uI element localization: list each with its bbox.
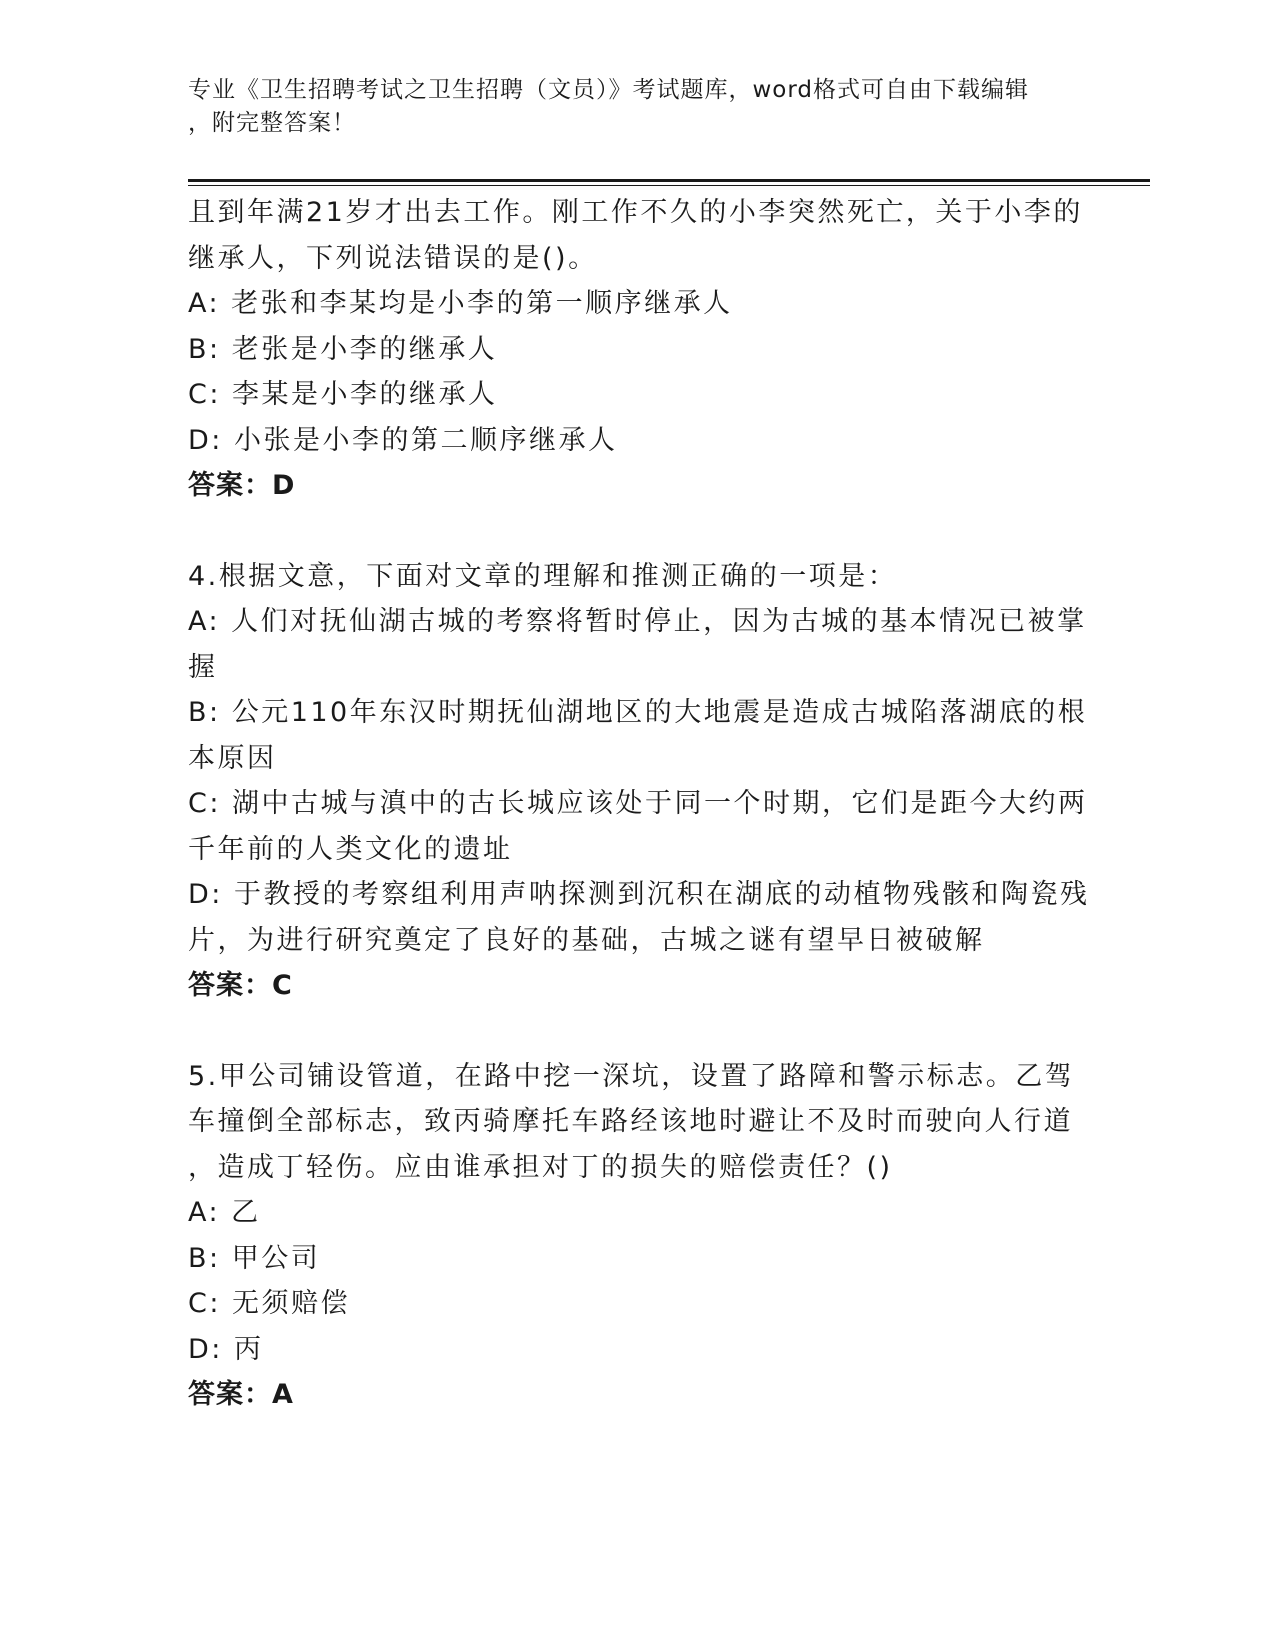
question-4 <box>188 554 1088 1009</box>
document-header <box>188 74 1088 140</box>
question-5 <box>188 1054 1088 1418</box>
question-5-answer: 答案：A <box>188 1379 294 1410</box>
question-4-stem-line: 4.根据文意，下面对文章的理解和推测正确的一项是： <box>188 560 898 592</box>
question-3-option-a: A: 老张和李某均是小李的第一顺序继承人 <box>188 288 733 319</box>
question-4-option-d-cont: 片，为进行研究奠定了良好的基础，古城之谜有望早日被破解 <box>188 924 985 956</box>
spacer <box>188 509 1088 554</box>
question-3-option-b: B: 老张是小李的继承人 <box>188 333 498 365</box>
question-3-stem-line: 继承人，下列说法错误的是()。 <box>188 242 598 274</box>
question-4-option-a-cont: 握 <box>188 651 218 683</box>
question-5-stem-line: ，造成丁轻伤。应由谁承担对丁的损失的赔偿责任？() <box>188 1151 893 1183</box>
question-5-option-a: A: 乙 <box>188 1197 261 1228</box>
question-3-stem-line: 且到年满21岁才出去工作。刚工作不久的小李突然死亡，关于小李的 <box>188 197 1083 228</box>
header-divider-thick <box>188 179 1150 182</box>
question-5-stem-line: 5.甲公司铺设管道，在路中挖一深坑，设置了路障和警示标志。乙驾 <box>188 1060 1075 1092</box>
question-4-option-b: B: 公元110年东汉时期抚仙湖地区的大地震是造成古城陷落湖底的根 <box>188 697 1088 728</box>
question-3-option-c: C: 李某是小李的继承人 <box>188 379 498 410</box>
header-line-1: 专业《卫生招聘考试之卫生招聘（文员）》考试题库，word格式可自由下载编辑 <box>188 77 1030 103</box>
question-list <box>188 190 1088 1418</box>
question-5-option-c: C: 无须赔偿 <box>188 1288 351 1319</box>
question-3 <box>188 190 1088 509</box>
spacer <box>188 1009 1088 1054</box>
question-4-option-c: C: 湖中古城与滇中的古长城应该处于同一个时期，它们是距今大约两 <box>188 788 1088 819</box>
question-5-option-b: B: 甲公司 <box>188 1242 321 1274</box>
header-divider-thin <box>188 185 1150 186</box>
question-5-option-d: D: 丙 <box>188 1333 264 1365</box>
question-4-option-c-cont: 千年前的人类文化的遗址 <box>188 833 513 865</box>
question-4-answer: 答案：C <box>188 970 293 1001</box>
header-line-2: ，附完整答案！ <box>188 110 356 136</box>
question-5-stem-line: 车撞倒全部标志，致丙骑摩托车路经该地时避让不及时而驶向人行道 <box>188 1106 1073 1137</box>
question-4-option-a: A: 人们对抚仙湖古城的考察将暂时停止，因为古城的基本情况已被掌 <box>188 606 1087 637</box>
question-4-option-d: D: 于教授的考察组利用声呐探测到沉积在湖底的动植物残骸和陶瓷残 <box>188 879 1090 910</box>
question-3-answer: 答案：D <box>188 470 296 501</box>
question-4-option-b-cont: 本原因 <box>188 742 277 774</box>
question-3-option-d: D: 小张是小李的第二顺序继承人 <box>188 424 618 456</box>
